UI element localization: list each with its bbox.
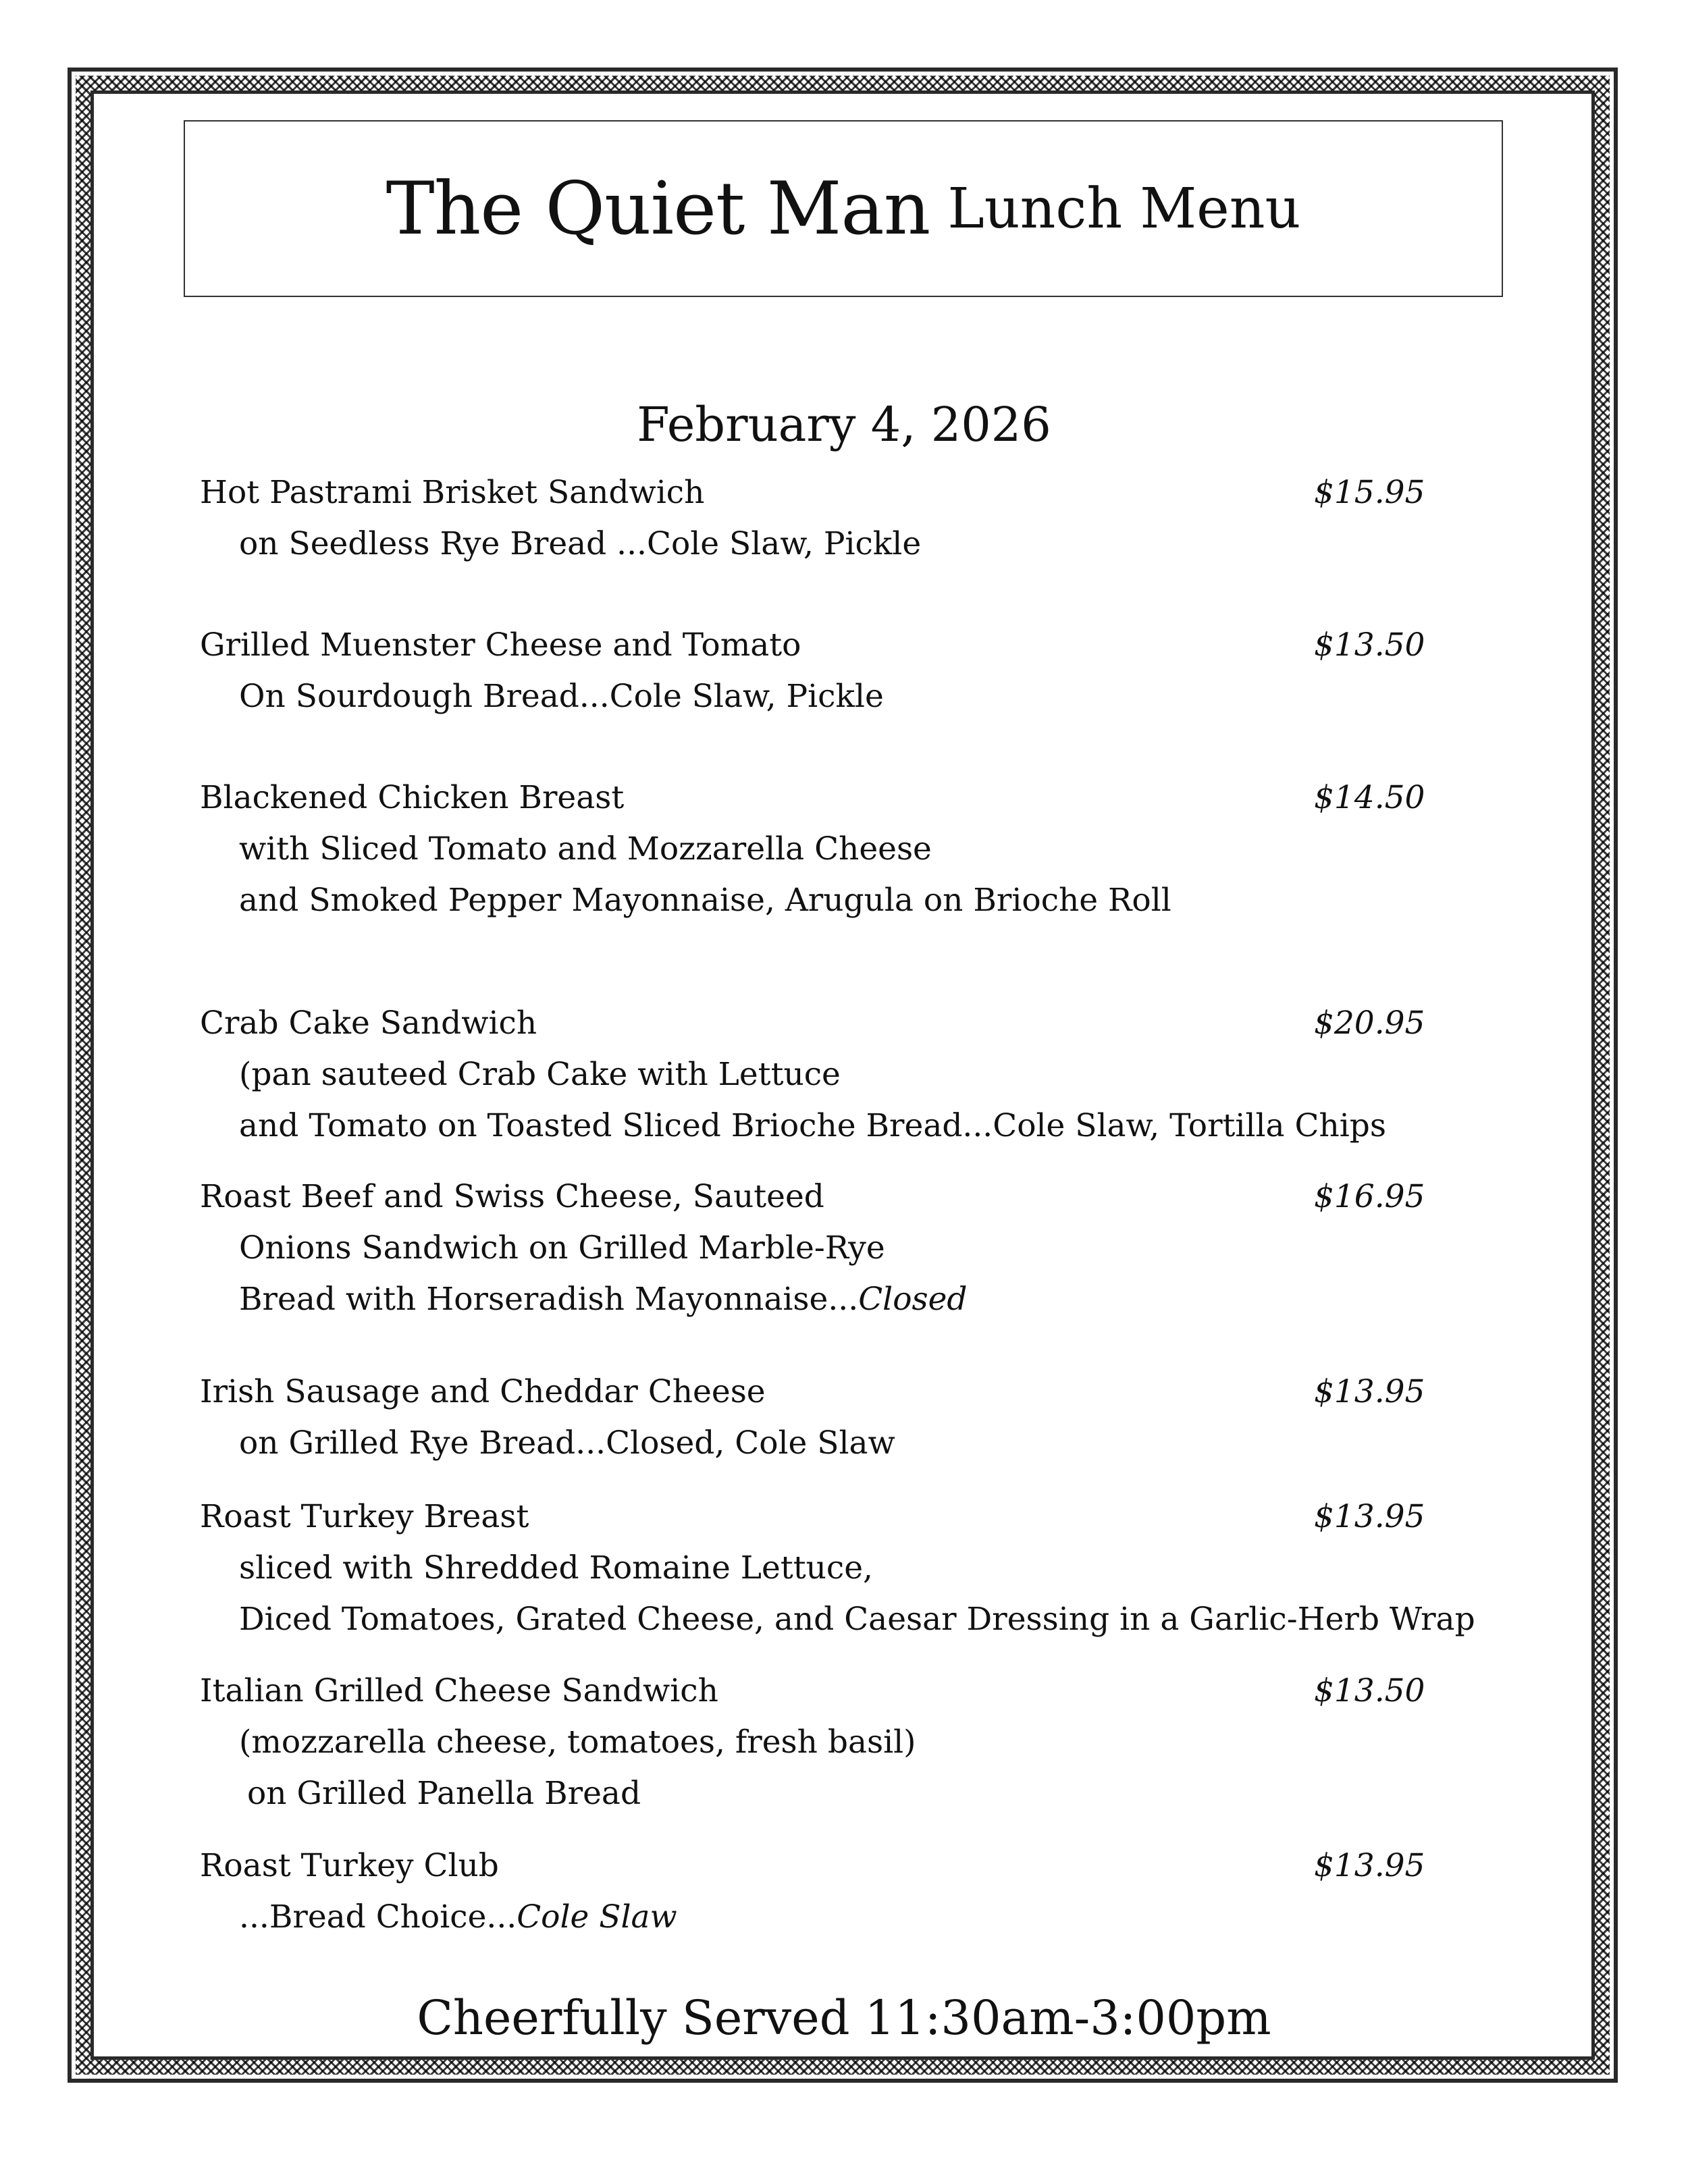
item-price: $20.95: [1314, 1005, 1425, 1042]
item-name: Irish Sausage and Cheddar Cheese: [200, 1373, 766, 1410]
item-price: $15.95: [1314, 474, 1425, 511]
menu-item-roast-turkey-breast: [200, 1491, 1475, 1645]
menu-date: February 4, 2026: [637, 397, 1051, 452]
item-description: On Sourdough Bread...Cole Slaw, Pickle: [239, 678, 884, 715]
item-description: (pan sauteed Crab Cake with Lettuce: [239, 1056, 841, 1093]
menu-item-hot-pastrami: [200, 467, 1425, 570]
service-hours: Cheerfully Served 11:30am-3:00pm: [417, 1990, 1271, 2046]
restaurant-name: The Quiet Man: [386, 166, 930, 251]
item-name: Blackened Chicken Breast: [200, 779, 625, 816]
item-price: $13.50: [1314, 1672, 1425, 1709]
item-price: $16.95: [1314, 1178, 1425, 1215]
item-name: Crab Cake Sandwich: [200, 1005, 537, 1042]
menu-item-blackened-chicken: [200, 772, 1425, 926]
menu-item-grilled-muenster: [200, 620, 1425, 722]
item-description-line: [200, 1274, 1415, 1325]
item-description: (mozzarella cheese, tomatoes, fresh basil): [239, 1724, 916, 1761]
menu-type: Lunch Menu: [947, 176, 1301, 241]
item-description: Onions Sandwich on Grilled Marble-Rye: [239, 1229, 885, 1267]
item-description: and Smoked Pepper Mayonnaise, Arugula on Brioche Roll: [239, 882, 1171, 919]
item-description: with Sliced Tomato and Mozzarella Cheese: [239, 830, 932, 868]
item-side-note: Cole Slaw: [517, 1898, 677, 1936]
item-name: Roast Beef and Swiss Cheese, Sauteed: [200, 1178, 824, 1215]
item-status-note: Closed: [858, 1281, 968, 1318]
item-description-line: [200, 1892, 1415, 1943]
item-description: on Seedless Rye Bread ...Cole Slaw, Pickle: [239, 525, 922, 562]
menu-item-roast-beef: [200, 1171, 1425, 1325]
item-name: Roast Turkey Club: [200, 1847, 499, 1884]
item-name: Hot Pastrami Brisket Sandwich: [200, 474, 705, 511]
item-price: $13.95: [1314, 1847, 1425, 1884]
menu-item-roast-turkey-club: [200, 1840, 1425, 1943]
item-price: $14.50: [1314, 779, 1425, 816]
item-price: $13.50: [1314, 627, 1425, 664]
menu-item-italian-grilled-cheese: [200, 1666, 1425, 1819]
menu-item-crab-cake: [200, 998, 1425, 1152]
item-price: $13.95: [1314, 1373, 1425, 1410]
item-description: on Grilled Panella Bread: [247, 1775, 641, 1812]
item-name: Grilled Muenster Cheese and Tomato: [200, 627, 801, 664]
item-description: and Tomato on Toasted Sliced Brioche Bread...Cole Slaw, Tortilla Chips: [239, 1107, 1386, 1144]
item-name: Italian Grilled Cheese Sandwich: [200, 1672, 718, 1709]
menu-item-irish-sausage: [200, 1366, 1425, 1469]
title-box: [184, 120, 1503, 297]
item-description: on Grilled Rye Bread...Closed, Cole Slaw: [239, 1424, 895, 1462]
item-price: $13.95: [1314, 1498, 1425, 1535]
item-description-text: ...Bread Choice...: [239, 1898, 517, 1936]
item-description-text: Bread with Horseradish Mayonnaise...: [239, 1281, 859, 1318]
item-description: Diced Tomatoes, Grated Cheese, and Caesar Dressing in a Garlic-Herb Wrap: [239, 1601, 1475, 1638]
item-description: sliced with Shredded Romaine Lettuce,: [239, 1549, 873, 1587]
item-name: Roast Turkey Breast: [200, 1498, 529, 1535]
